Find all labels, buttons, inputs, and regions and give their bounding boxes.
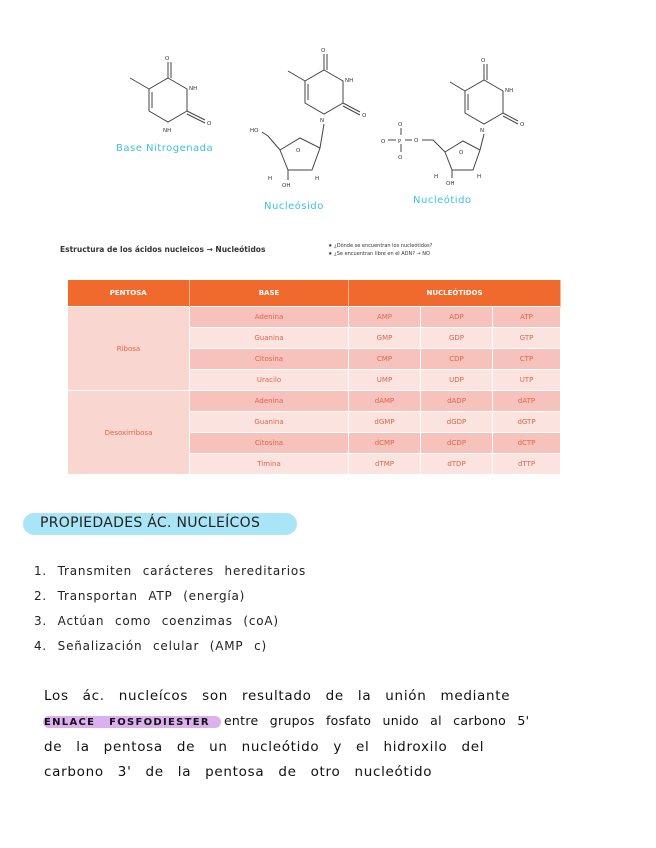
mono-cell: dTMP [349, 454, 421, 475]
di-cell: UDP [421, 370, 493, 391]
tri-cell: dATP [493, 391, 561, 412]
paragraph-line-2 [44, 713, 529, 729]
base-cell: Guanina [190, 328, 349, 349]
mono-cell: GMP [349, 328, 421, 349]
di-cell: dADP [421, 391, 493, 412]
svg-text:O: O [414, 138, 419, 144]
mono-cell: dGMP [349, 412, 421, 433]
table-caption: Estructura de los ácidos nucleicos → Nucleótidos [60, 245, 266, 254]
enlace-fosfodiester-text: ENLACE FOSFODIESTER [44, 717, 210, 728]
paragraph-line-4: carbono 3' de la pentosa de otro nucleótido [44, 764, 433, 780]
base-structure [130, 56, 212, 134]
paragraph-line-2-rest: entre grupos fosfato unido al carbono 5' [223, 713, 530, 728]
tri-cell: dCTP [493, 433, 561, 454]
base-cell: Adenina [190, 391, 349, 412]
di-cell: ADP [421, 307, 493, 328]
table-row [68, 307, 561, 328]
svg-text:NH: NH [505, 88, 514, 94]
base-cell: Citosina [190, 433, 349, 454]
svg-text:O: O [398, 155, 403, 161]
header-nucleotidos: NUCLEÓTIDOS [349, 280, 561, 307]
header-pentosa: PENTOSA [68, 280, 190, 307]
svg-text:P: P [398, 139, 402, 145]
base-cell: Citosina [190, 349, 349, 370]
svg-text:H: H [477, 174, 482, 180]
header-base: BASE [190, 280, 349, 307]
mono-cell: UMP [349, 370, 421, 391]
svg-text:N: N [320, 118, 325, 124]
svg-text:H: H [434, 174, 439, 180]
base-cell: Guanina [190, 412, 349, 433]
property-item-4: 4. Señalización celular (AMP c) [34, 639, 267, 653]
atom-o: O [165, 56, 170, 62]
nucleotides-table [67, 280, 561, 475]
paragraph-line-3: de la pentosa de un nucleótido y el hidroxilo del [44, 739, 485, 755]
pentosa-cell: Desoxirribosa [68, 391, 190, 475]
side-notes [328, 242, 432, 258]
svg-text:O: O [207, 121, 212, 127]
svg-text:O: O [381, 139, 386, 145]
note-1: ★ ¿Dónde se encuentran los nucleótidos? [328, 243, 433, 249]
property-item-1: 1. Transmiten carácteres hereditarios [34, 564, 307, 578]
base-cell: Timina [190, 454, 349, 475]
svg-text:O: O [481, 58, 486, 64]
note-2: ★ ¿Se encuentran libre en el ADN? → NO [328, 251, 430, 257]
svg-text:N: N [480, 128, 485, 134]
svg-text:H: H [268, 176, 273, 182]
tri-cell: dTTP [493, 454, 561, 475]
svg-text:OH: OH [282, 183, 291, 189]
svg-text:O: O [398, 122, 403, 128]
di-cell: dGDP [421, 412, 493, 433]
di-cell: dTDP [421, 454, 493, 475]
di-cell: CDP [421, 349, 493, 370]
mono-cell: dCMP [349, 433, 421, 454]
property-item-2: 2. Transportan ATP (energía) [34, 589, 246, 603]
nucleotide-structure [381, 58, 525, 187]
pentosa-cell: Ribosa [68, 307, 190, 391]
base-cell: Adenina [190, 307, 349, 328]
section-title: PROPIEDADES ÁC. NUCLEÍCOS [40, 515, 261, 531]
tri-cell: UTP [493, 370, 561, 391]
tri-cell: dGTP [493, 412, 561, 433]
paragraph-line-1: Los ác. nucleícos son resultado de la unión mediante [44, 688, 511, 704]
di-cell: GDP [421, 328, 493, 349]
svg-text:HO: HO [250, 128, 259, 134]
svg-text:OH: OH [446, 181, 455, 187]
di-cell: dCDP [421, 433, 493, 454]
mono-cell: CMP [349, 349, 421, 370]
nucleoside-structure [250, 48, 367, 189]
label-nucleosido: Nucleósido [264, 201, 324, 212]
svg-text:NH: NH [345, 78, 354, 84]
base-cell: Uracilo [190, 370, 349, 391]
mono-cell: dAMP [349, 391, 421, 412]
svg-text:O: O [520, 122, 525, 128]
svg-text:H: H [315, 176, 320, 182]
svg-text:O: O [321, 48, 326, 54]
chemical-structures-diagram [0, 40, 656, 220]
svg-text:O: O [296, 148, 301, 154]
tri-cell: CTP [493, 349, 561, 370]
property-item-3: 3. Actúan como coenzimas (coA) [34, 614, 279, 628]
svg-text:NH: NH [189, 86, 198, 92]
tri-cell: GTP [493, 328, 561, 349]
table-row [68, 391, 561, 412]
svg-text:O: O [459, 150, 464, 156]
label-base-nitrogenada: Base Nitrogenada [116, 143, 214, 154]
table-header-row [68, 280, 561, 307]
label-nucleotido: Nucleótido [413, 195, 472, 206]
svg-text:O: O [362, 113, 367, 119]
svg-text:NH: NH [163, 128, 172, 134]
tri-cell: ATP [493, 307, 561, 328]
mono-cell: AMP [349, 307, 421, 328]
